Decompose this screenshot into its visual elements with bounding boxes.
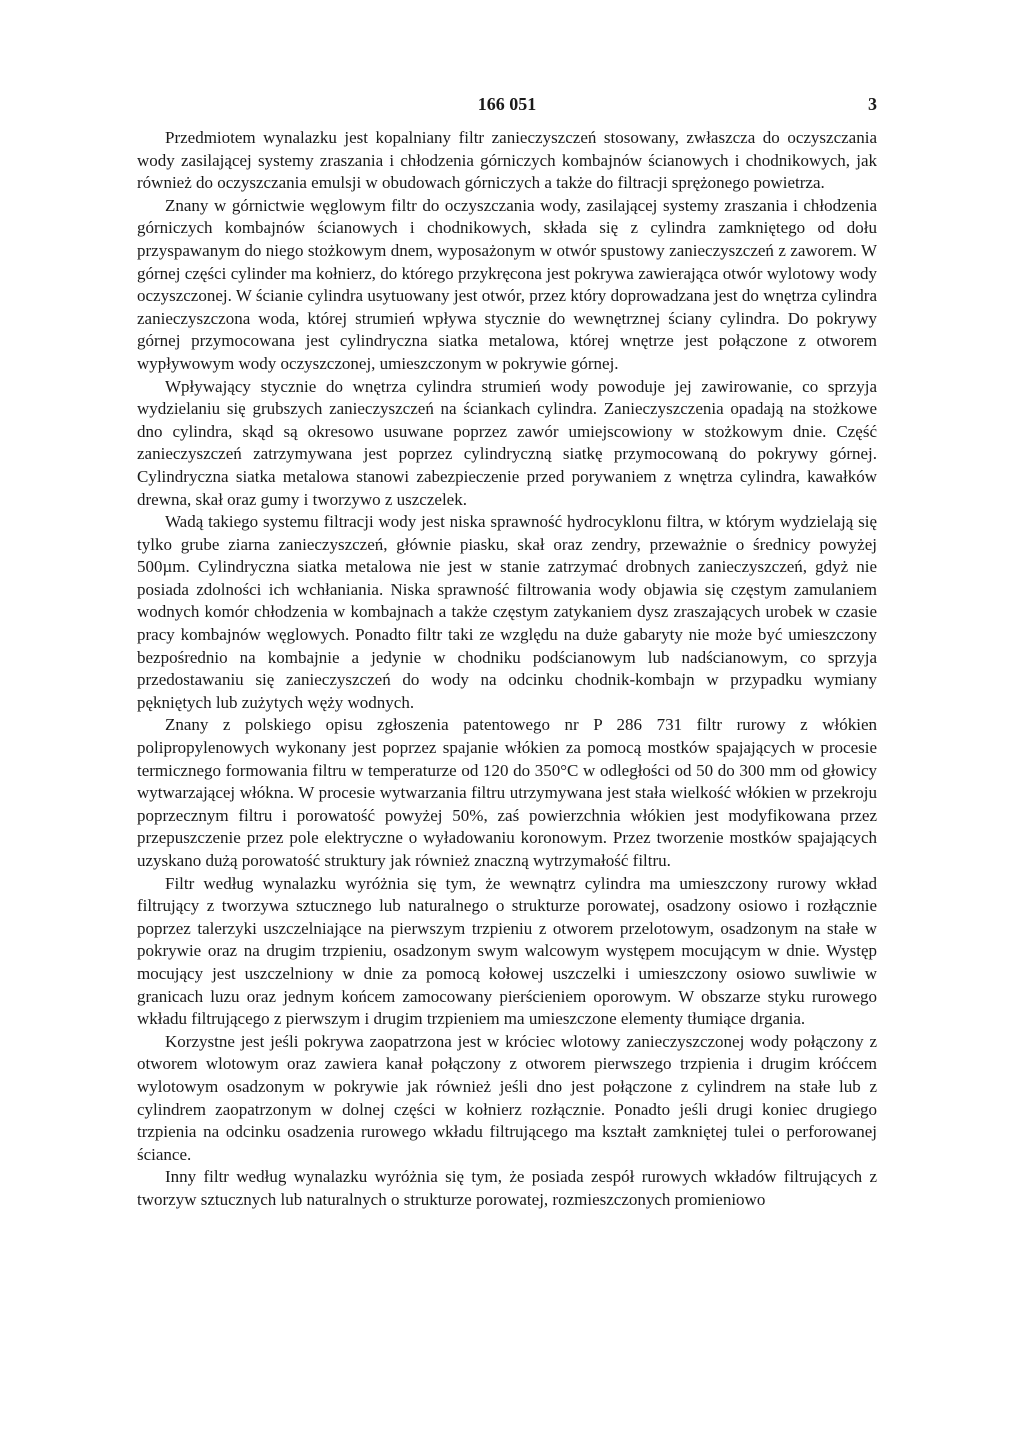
paragraph: Znany z polskiego opisu zgłoszenia patentowego nr P 286 731 filtr rurowy z włókien polipropylenowych wykonany jest poprzez spajanie włókien za pomocą mostków spajających w procesie termicznego formowania filtru w temperaturze od 120 do 350°C w odległości od 50 do 300 mm od głowicy wytwarzającej włókna. W procesie wytwarzania filtru utrzymywana jest stała wielkość włókien w przekroju poprzecznym filtru i porowatość powyżej 50%, zaś powierzchnia włókien jest modyfikowana przez przepuszczenie przez pole elektryczne o wyładowaniu koronowym. Przez tworzenie mostków spajających uzyskano dużą porowatość struktury jak również znaczną wytrzymałość filtru. bbox=[137, 715, 877, 870]
page-header bbox=[137, 94, 877, 124]
paragraph: Inny filtr według wynalazku wyróżnia się tym, że posiada zespół rurowych wkładów filtrujących z tworzyw sztucznych lub naturalnych o strukturze porowatej, rozmieszczonych promieniowo bbox=[137, 1167, 877, 1209]
patent-number: 166 051 bbox=[477, 94, 537, 114]
paragraph: Filtr według wynalazku wyróżnia się tym, że wewnątrz cylindra ma umieszczony rurowy wkład filtrujący z tworzywa sztucznego lub naturalnego o strukturze porowatej, osadzony osiowo i rozłącznie poprzez talerzyki uszczelniające na pierwszym trzpieniu z otworem przelotowym, osadzonym na stałe w pokrywie oraz na drugim trzpieniu, osadzonym swym walcowym występem mocującym w dnie. Występ mocujący jest uszczelniony w dnie za pomocą kołowej uszczelki i umieszczony osiowo suwliwie w granicach luzu oraz jednym końcem zamocowany pierścieniem oporowym. W obszarze styku rurowego wkładu filtrującego z pierwszym i drugim trzpieniem ma umieszczone elementy tłumiące drgania. bbox=[137, 873, 877, 1029]
paragraph: Korzystne jest jeśli pokrywa zaopatrzona jest w króciec wlotowy zanieczyszczonej wody połączony z otworem wlotowym oraz zawiera kanał połączony z otworem pierwszego trzpienia i drugim króćcem wylotowym osadzonym w pokrywie jak również jeśli dno jest połączone z cylindrem na stałe lub z cylindrem zaopatrzonym w dolnej części w kołnierz rozłącznie. Ponadto jeśli drugi koniec drugiego trzpienia na odcinku osadzenia rurowego wkładu filtrującego ma kształt zamkniętej tulei o perforowanej ściance. bbox=[137, 1031, 877, 1164]
paragraph: Wadą takiego systemu filtracji wody jest niska sprawność hydrocyklonu filtra, w którym wydzielają się tylko grube ziarna zanieczyszczeń, głównie piasku, skał oraz zendry, przeważnie o średnicy powyżej 500µm. Cylindryczna siatka metalowa nie jest w stanie zatrzymać drobnych zanieczyszczeń, gdyż nie posiada zdolności ich wchłaniania. Niska sprawność filtrowania wody objawia się częstym zamulaniem wodnych komór chłodzenia w kombajnach a także częstym zatykaniem dysz zraszających urobek w czasie pracy kombajnów węglowych. Ponadto filtr taki ze względu na duże gabaryty nie może być umieszczony bezpośrednio na kombajnie a jedynie w chodniku podścianowym lub nadścianowym, co sprzyja przedostawaniu się zanieczyszczeń do wody na odcinku chodnik-kombajn w przypadku wymiany pękniętych lub zużytych węży wodnych. bbox=[137, 512, 877, 712]
page-number: 3 bbox=[868, 94, 877, 114]
body-text bbox=[137, 127, 877, 1212]
paragraph: Przedmiotem wynalazku jest kopalniany filtr zanieczyszczeń stosowany, zwłaszcza do oczyszczania wody zasilającej systemy zraszania i chłodzenia górniczych kombajnów ścianowych i chodnikowych, jak również do oczyszczania emulsji w obudowach górniczych a także do filtracji sprężonego powietrza. bbox=[137, 128, 877, 193]
paragraph: Znany w górnictwie węglowym filtr do oczyszczania wody, zasilającej systemy zraszania i chłodzenia górniczych kombajnów ścianowych i chodnikowych, składa się z cylindra zamkniętego od dołu przyspawanym do niego stożkowym dnem, wyposażonym w otwór spustowy zanieczyszczeń z zaworem. W górnej części cylinder ma kołnierz, do którego przykręcona jest pokrywa zawierająca otwór wylotowy wody oczyszczonej. W ścianie cylindra usytuowany jest otwór, przez który doprowadzana jest do wnętrza cylindra zanieczyszczona woda, której strumień wpływa stycznie do wewnętrznej ściany cylindra. Do pokrywy górnej przymocowana jest cylindryczna siatka metalowa, której wnętrze jest połączone z otworem wypływowym wody oczyszczonej, umieszczonym w pokrywie górnej. bbox=[137, 195, 877, 373]
paragraph: Wpływający stycznie do wnętrza cylindra strumień wody powoduje jej zawirowanie, co sprzyja wydzielaniu się grubszych zanieczyszczeń na ściankach cylindra. Zanieczyszczenia opadają na stożkowe dno cylindra, skąd są okresowo usuwane poprzez zawór umiejscowiony w stożkowym dnie. Część zanieczyszczeń zatrzymywana jest poprzez cylindryczną siatkę przymocowaną do pokrywy górnej. Cylindryczna siatka metalowa stanowi zabezpieczenie przed porywaniem z wnętrza cylindra, kawałków drewna, skał oraz gumy i tworzywo z uszczelek. bbox=[137, 376, 877, 509]
